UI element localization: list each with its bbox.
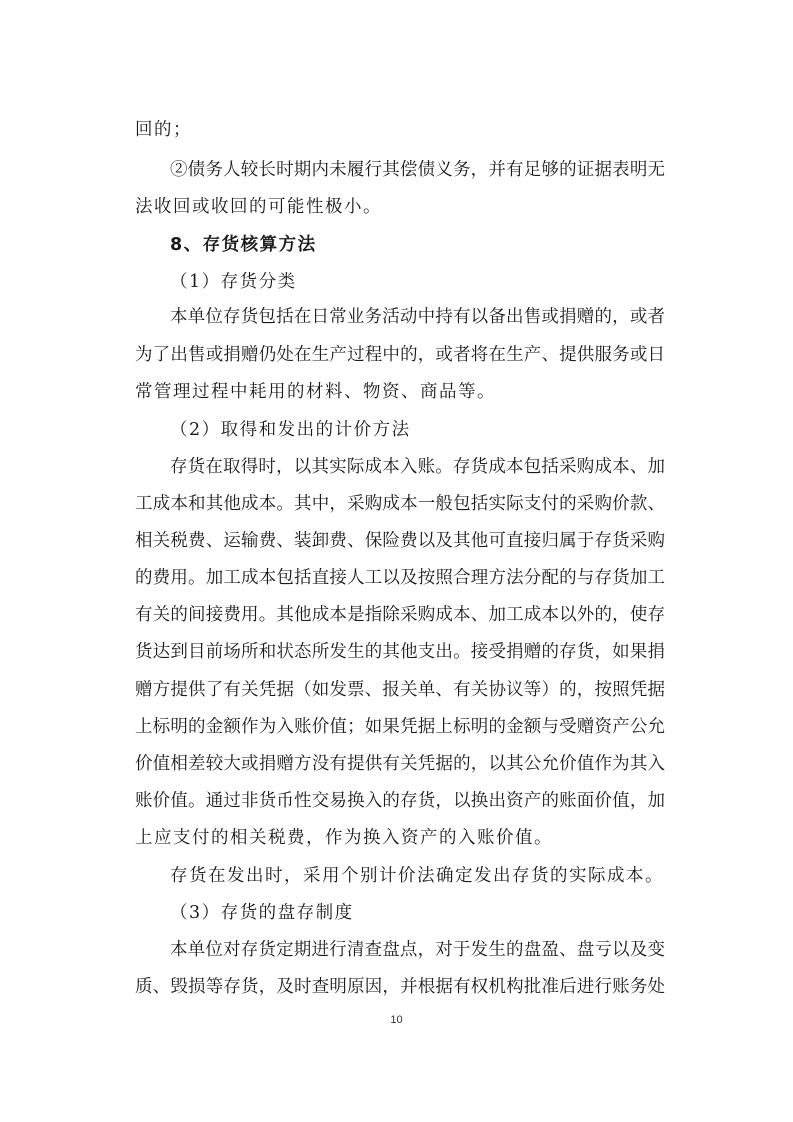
text-line: 质、毁损等存货，及时查明原因，并根据有权机构批准后进行账务处 bbox=[135, 977, 665, 997]
text-line: 有关的间接费用。其他成本是指除采购成本、加工成本以外的，使存 bbox=[135, 605, 665, 625]
text-line: 存货在发出时，采用个别计价法确定发出存货的实际成本。 bbox=[170, 866, 664, 886]
subsection-heading: （2）取得和发出的计价方法 bbox=[170, 420, 411, 440]
text-line: 常管理过程中耗用的材料、物资、商品等。 bbox=[135, 382, 496, 402]
text-line: 的费用。加工成本包括直接人工以及按照合理方法分配的与存货加工 bbox=[135, 568, 665, 588]
text-line: 货达到目前场所和状态所发生的其他支出。接受捐赠的存货，如果捐 bbox=[135, 642, 665, 662]
text-line: 账价值。通过非货币性交易换入的存货，以换出资产的账面价值，加 bbox=[135, 791, 665, 811]
subsection-heading: （1）存货分类 bbox=[170, 272, 297, 292]
text-line: 上标明的金额作为入账价值；如果凭据上标明的金额与受赠资产公允 bbox=[135, 717, 665, 737]
page-number: 10 bbox=[390, 1014, 403, 1026]
text-line: 为了出售或捐赠仍处在生产过程中的，或者将在生产、提供服务或日 bbox=[135, 345, 665, 365]
text-line: 相关税费、运输费、装卸费、保险费以及其他可直接归属于存货采购 bbox=[135, 531, 665, 551]
text-line: 存货在取得时，以其实际成本入账。存货成本包括采购成本、加 bbox=[170, 457, 665, 477]
text-line: 回的； bbox=[135, 120, 192, 140]
text-line: 上应支付的相关税费，作为换入资产的入账价值。 bbox=[135, 828, 553, 848]
text-line: ②债务人较长时期内未履行其偿债义务，并有足够的证据表明无 bbox=[170, 160, 665, 180]
text-line: 法收回或收回的可能性极小。 bbox=[135, 197, 382, 217]
section-heading: 8、存货核算方法 bbox=[170, 235, 317, 255]
text-line: 工成本和其他成本。其中，采购成本一般包括实际支付的采购价款、 bbox=[135, 494, 665, 514]
subsection-heading: （3）存货的盘存制度 bbox=[170, 903, 354, 923]
text-line: 价值相差较大或捐赠方没有提供有关凭据的，以其公允价值作为其入 bbox=[135, 754, 665, 774]
text-line: 本单位存货包括在日常业务活动中持有以备出售或捐赠的，或者 bbox=[170, 307, 665, 327]
text-line: 本单位对存货定期进行清查盘点，对于发生的盘盈、盘亏以及变 bbox=[170, 940, 665, 960]
text-line: 赠方提供了有关凭据（如发票、报关单、有关协议等）的，按照凭据 bbox=[135, 680, 665, 700]
